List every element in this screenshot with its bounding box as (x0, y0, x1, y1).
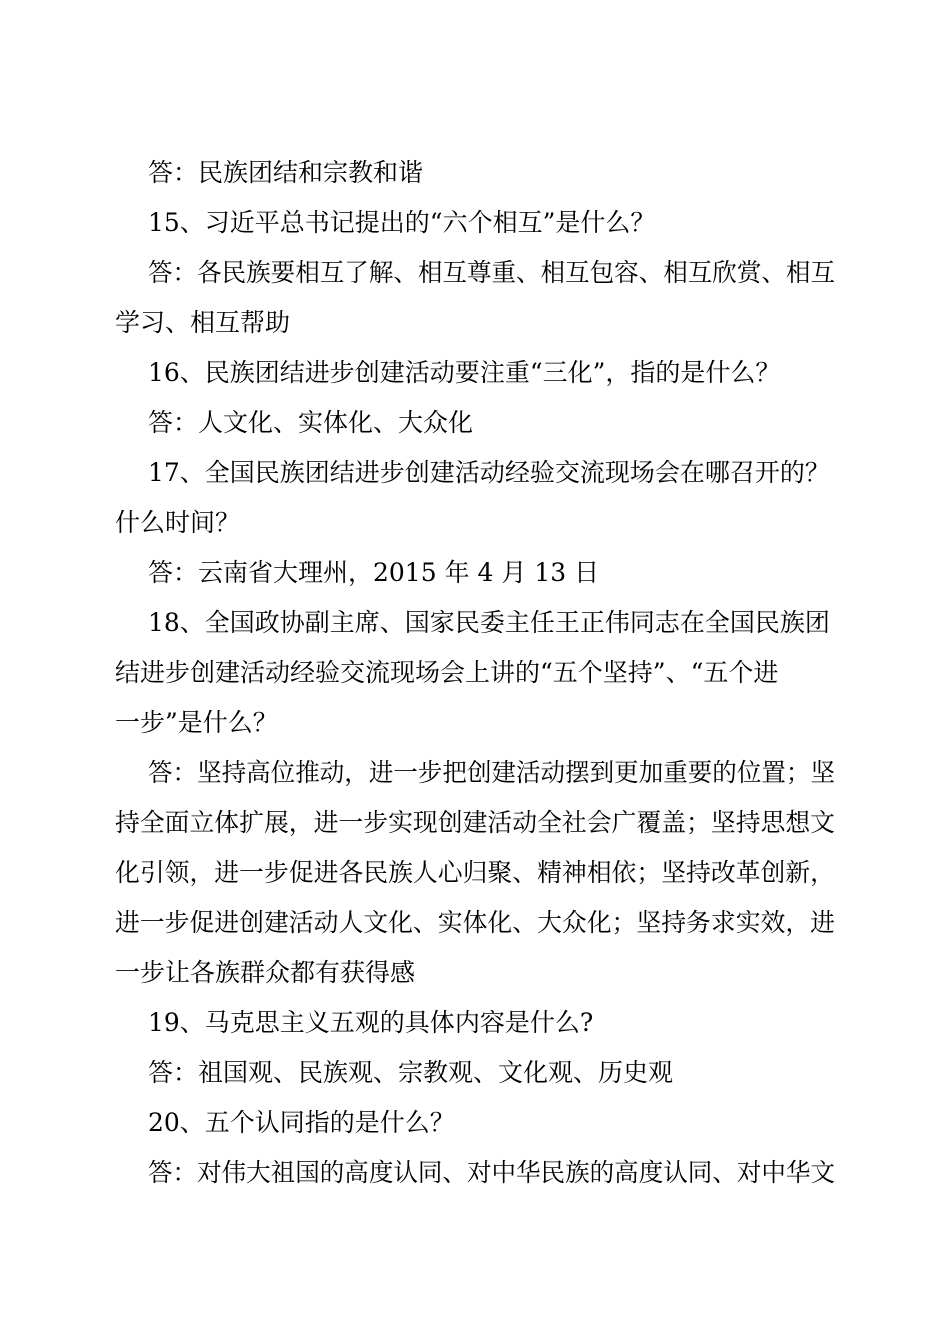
question-15: 15、习近平总书记提出的“六个相互”是什么？ (148, 208, 656, 237)
answer-16: 答：人文化、实体化、大众化 (148, 408, 474, 437)
question-17-line-1: 17、全国民族团结进步创建活动经验交流现场会在哪召开的？ (148, 458, 830, 487)
answer-17: 答：云南省大理州，2015 年 4 月 13 日 (148, 558, 600, 587)
question-17-line-2: 什么时间？ (115, 508, 241, 537)
question-18-line-2: 结进步创建活动经验交流现场会上讲的“五个坚持”、“五个进 (115, 658, 779, 687)
answer-19: 答：祖国观、民族观、宗教观、文化观、历史观 (148, 1058, 674, 1087)
question-18-line-3: 一步”是什么？ (115, 708, 278, 737)
answer-18-line-4: 进一步促进创建活动人文化、实体化、大众化；坚持务求实效，进 (115, 908, 836, 937)
question-19: 19、马克思主义五观的具体内容是什么? (148, 1008, 594, 1037)
answer-18-line-1: 答：坚持高位推动，进一步把创建活动摆到更加重要的位置；坚 (148, 758, 835, 787)
answer-15-line-2: 学习、相互帮助 (115, 308, 291, 337)
answer-14: 答：民族团结和宗教和谐 (148, 158, 424, 187)
answer-18-line-5: 一步让各族群众都有获得感 (115, 958, 416, 987)
question-16: 16、民族团结进步创建活动要注重“三化”，指的是什么？ (148, 358, 781, 387)
answer-18-line-3: 化引领，进一步促进各民族人心归聚、精神相依；坚持改革创新， (115, 858, 836, 887)
answer-15-line-1: 答：各民族要相互了解、相互尊重、相互包容、相互欣赏、相互 (148, 258, 835, 287)
answer-18-line-2: 持全面立体扩展，进一步实现创建活动全社会广覆盖；坚持思想文 (115, 808, 836, 837)
answer-20-line-1: 答：对伟大祖国的高度认同、对中华民族的高度认同、对中华文 (148, 1158, 835, 1187)
question-20: 20、五个认同指的是什么？ (148, 1108, 455, 1137)
question-18-line-1: 18、全国政协副主席、国家民委主任王正伟同志在全国民族团 (148, 608, 830, 637)
